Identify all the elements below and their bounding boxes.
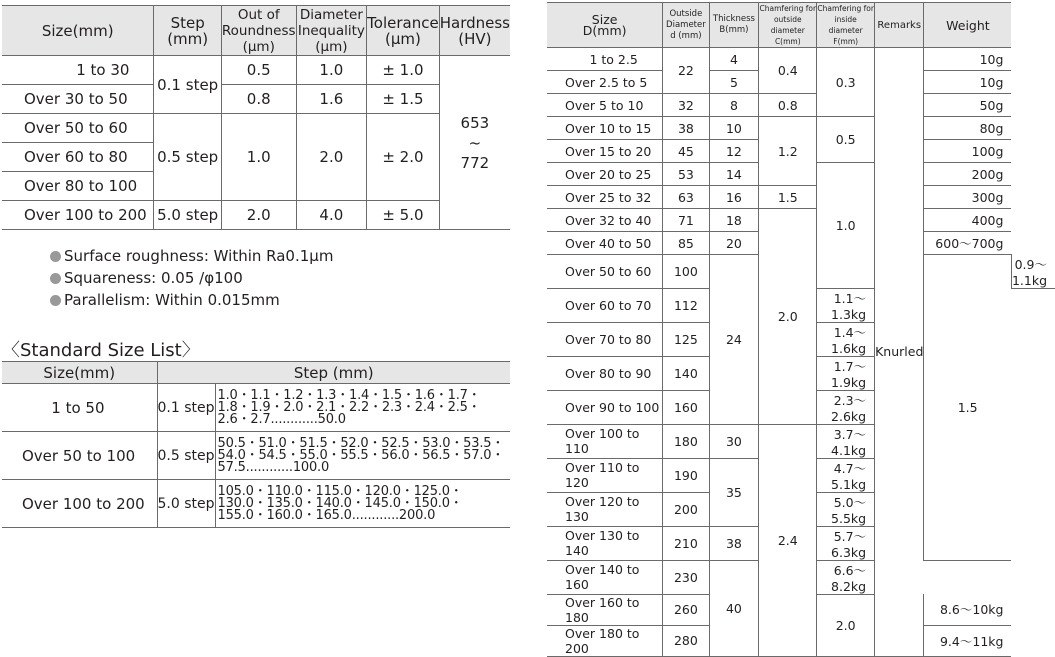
step-cell: 0.1 step: [157, 384, 215, 432]
size-cell: Over 50 to 100: [2, 432, 157, 480]
chamfer-c-cell: 1.2: [759, 117, 817, 186]
table-row: [2, 384, 510, 432]
weight-cell: 9.4〜11kg: [924, 625, 1012, 656]
chamfer-c-cell: 0.8: [759, 94, 817, 117]
weight-cell: 4.7〜5.1kg: [817, 458, 875, 492]
chamfer-c-cell: 2.0: [759, 209, 817, 425]
outside-cell: 190: [663, 458, 709, 492]
note-item: Parallelism: Within 0.015mm: [50, 289, 333, 311]
thickness-cell: 38: [709, 526, 759, 560]
header-roundness: Out of Roundness (μm): [221, 6, 296, 55]
note-item: Squareness: 0.05 /φ100: [50, 267, 333, 289]
size-cell: Over 5 to 10: [547, 94, 663, 117]
size-cell: Over 160 to 180: [547, 594, 663, 625]
diameter-cell: 2.0: [296, 114, 367, 201]
size-cell: Over 90 to 100: [547, 390, 663, 424]
diameter-cell: 1.0: [296, 56, 367, 85]
header-outside-diameter: Outside Diameter d (mm): [663, 3, 709, 48]
header-weight: Weight: [924, 3, 1012, 48]
bullet-icon: [50, 295, 61, 306]
size-cell: Over 40 to 50: [547, 232, 663, 255]
thickness-cell: 10: [709, 117, 759, 140]
note-item: Surface roughness: Within Ra0.1μm: [50, 245, 333, 267]
outside-cell: 38: [663, 117, 709, 140]
roundness-cell: 0.5: [221, 56, 296, 85]
diameter-cell: 1.6: [296, 85, 367, 114]
size-cell: Over 100 to 200: [2, 480, 157, 528]
size-cell: Over 2.5 to 5: [547, 71, 663, 94]
size-cell: Over 15 to 20: [547, 140, 663, 163]
size-cell: Over 30 to 50: [2, 85, 154, 114]
table-row: [2, 85, 510, 114]
outside-cell: 32: [663, 94, 709, 117]
outside-cell: 180: [663, 424, 709, 458]
outside-cell: 45: [663, 140, 709, 163]
weight-cell: 5.0〜5.5kg: [817, 492, 875, 526]
diameter-cell: 4.0: [296, 201, 367, 230]
outside-cell: 112: [663, 288, 709, 322]
outside-cell: 160: [663, 390, 709, 424]
table-row: [2, 56, 510, 85]
weight-cell: 200g: [924, 163, 1012, 186]
size-cell: 1 to 2.5: [547, 48, 663, 71]
thickness-cell: 16: [709, 186, 759, 209]
thickness-cell: 24: [709, 255, 759, 425]
outside-cell: 63: [663, 186, 709, 209]
bullet-icon: [50, 273, 61, 284]
remarks-cell: Knurled: [875, 48, 924, 657]
weight-cell: 600〜700g: [924, 232, 1012, 255]
thickness-cell: 5: [709, 71, 759, 94]
table-row: [2, 432, 510, 480]
roundness-cell: 1.0: [221, 114, 296, 201]
thickness-cell: 18: [709, 209, 759, 232]
header-size: Size(mm): [2, 362, 157, 384]
table-row: [547, 117, 1055, 140]
size-cell: Over 70 to 80: [547, 322, 663, 356]
outside-cell: 260: [663, 594, 709, 625]
outside-cell: 71: [663, 209, 709, 232]
header-diameter: Diameter Inequality (μm): [297, 6, 365, 55]
values-cell: 105.0・110.0・115.0・120.0・125.0・130.0・135.0・140.0・145.0・150.0・155.0・160.0・165.0............200.0: [215, 480, 510, 528]
thickness-cell: 30: [709, 424, 759, 458]
size-cell: Over 180 to 200: [547, 625, 663, 656]
tolerance-cell: ± 1.0: [367, 56, 440, 85]
chamfer-c-cell: 0.4: [759, 48, 817, 94]
weight-cell: 5.7〜6.3kg: [817, 526, 875, 560]
table-row: [2, 480, 510, 528]
size-cell: Over 100 to 200: [2, 201, 154, 230]
header-remarks: Remarks: [875, 3, 924, 48]
outside-cell: 22: [663, 48, 709, 94]
table-row: [547, 209, 1055, 232]
weight-cell: 10g: [924, 48, 1012, 71]
header-thickness: Thickness B(mm): [709, 3, 759, 48]
tolerance-cell: ± 1.5: [367, 85, 440, 114]
weight-cell: 1.1〜1.3kg: [817, 288, 875, 322]
outside-cell: 125: [663, 322, 709, 356]
chamfer-f-cell: 1.0: [817, 163, 875, 289]
step-cell: 0.1 step: [154, 56, 221, 114]
weight-cell: 1.4〜1.6kg: [817, 322, 875, 356]
thickness-cell: 12: [709, 140, 759, 163]
weight-cell: 3.7〜4.1kg: [817, 424, 875, 458]
size-cell: Over 50 to 60: [2, 114, 154, 143]
step-cell: 5.0 step: [157, 480, 215, 528]
header-hardness: Hardness (HV): [439, 6, 510, 56]
weight-cell: 300g: [924, 186, 1012, 209]
spec-table: [2, 5, 510, 230]
chamfer-f-cell: 2.0: [817, 594, 875, 656]
values-cell: 1.0・1.1・1.2・1.3・1.4・1.5・1.6・1.7・1.8・1.9・2.0・2.1・2.2・2.3・2.4・2.5・2.6・2.7............50.0: [215, 384, 510, 432]
header-chamfer-outside: Chamfering for outside diameter C(mm): [759, 4, 817, 46]
standard-size-table: [2, 361, 510, 528]
outside-cell: 85: [663, 232, 709, 255]
size-cell: 1 to 50: [2, 384, 157, 432]
size-cell: Over 110 to 120: [547, 458, 663, 492]
weight-cell: 50g: [924, 94, 1012, 117]
size-cell: Over 120 to 130: [547, 492, 663, 526]
chamfer-f-cell: 1.5: [924, 255, 1012, 561]
weight-cell: 0.9〜1.1kg: [1011, 255, 1055, 289]
weight-cell: 1.7〜1.9kg: [817, 356, 875, 390]
size-cell: Over 60 to 70: [547, 288, 663, 322]
weight-cell: 400g: [924, 209, 1012, 232]
spec-notes: [50, 245, 333, 311]
outside-cell: 230: [663, 560, 709, 594]
bullet-icon: [50, 251, 61, 262]
thickness-cell: 8: [709, 94, 759, 117]
outside-cell: 53: [663, 163, 709, 186]
size-cell: Over 32 to 40: [547, 209, 663, 232]
weight-cell: 100g: [924, 140, 1012, 163]
header-tolerance: Tolerance (μm): [367, 6, 440, 56]
header-chamfer-inside: Chamfering for inside diameter F(mm): [817, 4, 874, 46]
header-step: Step (mm): [157, 362, 510, 384]
weight-cell: 2.3〜2.6kg: [817, 390, 875, 424]
roundness-cell: 0.8: [221, 85, 296, 114]
size-cell: 1 to 30: [2, 56, 154, 85]
thickness-cell: 40: [709, 560, 759, 656]
thickness-cell: 14: [709, 163, 759, 186]
size-cell: Over 80 to 100: [2, 172, 154, 201]
size-cell: Over 130 to 140: [547, 526, 663, 560]
tolerance-cell: ± 2.0: [367, 114, 440, 201]
thickness-cell: 35: [709, 458, 759, 526]
size-cell: Over 60 to 80: [2, 143, 154, 172]
header-size: Size(mm): [2, 6, 154, 56]
size-cell: Over 100 to 110: [547, 424, 663, 458]
chamfer-f-cell: 0.5: [817, 117, 875, 163]
table-row: [547, 186, 1055, 209]
size-cell: Over 20 to 25: [547, 163, 663, 186]
table-row: [2, 201, 510, 230]
table-row: [2, 114, 510, 143]
chamfer-c-cell: 2.4: [759, 424, 817, 656]
step-cell: 0.5 step: [154, 114, 221, 201]
weight-cell: 8.6〜10kg: [924, 594, 1012, 625]
outside-cell: 280: [663, 625, 709, 656]
weight-cell: 80g: [924, 117, 1012, 140]
weight-cell: 10g: [924, 71, 1012, 94]
step-cell: 0.5 step: [157, 432, 215, 480]
tolerance-cell: ± 5.0: [367, 201, 440, 230]
header-size: Size D(mm): [547, 3, 663, 48]
size-cell: Over 25 to 32: [547, 186, 663, 209]
roundness-cell: 2.0: [221, 201, 296, 230]
outside-cell: 210: [663, 526, 709, 560]
values-cell: 50.5・51.0・51.5・52.0・52.5・53.0・53.5・54.0・54.5・55.0・55.5・56.0・56.5・57.0・57.5............100.0: [215, 432, 510, 480]
size-cell: Over 80 to 90: [547, 356, 663, 390]
size-cell: Over 50 to 60: [547, 255, 663, 289]
step-cell: 5.0 step: [154, 201, 221, 230]
table-row: [547, 94, 1055, 117]
outside-cell: 140: [663, 356, 709, 390]
header-step: Step (mm): [154, 6, 221, 56]
outside-cell: 200: [663, 492, 709, 526]
table-row: [547, 48, 1055, 71]
chamfer-c-cell: 1.5: [759, 186, 817, 209]
thickness-cell: 4: [709, 48, 759, 71]
dimensions-table: [547, 2, 1055, 657]
standard-list-title: 〈Standard Size List〉: [2, 340, 200, 361]
hardness-cell: 653 ~ 772: [439, 56, 510, 230]
outside-cell: 100: [663, 255, 709, 289]
weight-cell: 6.6〜8.2kg: [817, 560, 875, 594]
size-cell: Over 140 to 160: [547, 560, 663, 594]
chamfer-f-cell: 0.3: [817, 48, 875, 117]
thickness-cell: 20: [709, 232, 759, 255]
size-cell: Over 10 to 15: [547, 117, 663, 140]
